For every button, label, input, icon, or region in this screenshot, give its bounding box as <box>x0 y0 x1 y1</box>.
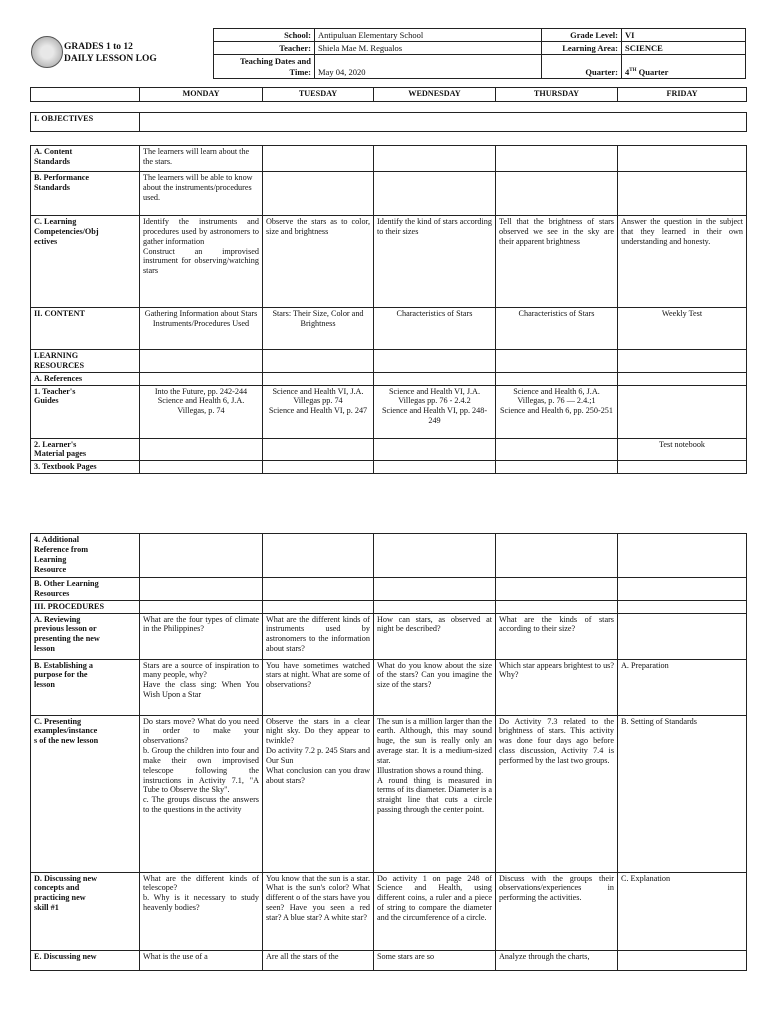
cell-thursday: Analyze through the charts, <box>496 950 618 970</box>
learning-area-value: SCIENCE <box>622 42 746 55</box>
school-value: Antipuluan Elementary School <box>315 29 542 42</box>
cell-wednesday <box>374 534 496 578</box>
cell-thursday <box>496 534 618 578</box>
cell-monday <box>140 372 263 385</box>
row-label: LEARNING RESOURCES <box>31 350 140 373</box>
cell-tuesday <box>263 146 374 172</box>
cell-friday <box>618 950 747 970</box>
cell-wednesday: How can stars, as observed at night be described? <box>374 613 496 659</box>
row-label: III. PROCEDURES <box>31 600 140 613</box>
quarter-word: Quarter <box>636 66 669 77</box>
table-row <box>31 216 747 308</box>
grade-level-value: VI <box>622 29 746 42</box>
cell-thursday: Do Activity 7.3 related to the brightness of stars. This activity was done four days ago before class discussion, Activity 7.4 is performed by the last two groups. <box>496 715 618 872</box>
cell-wednesday <box>374 438 496 461</box>
cell-tuesday: Stars: Their Size, Color and Brightness <box>263 308 374 350</box>
cell-tuesday: Observe the stars as to color, size and brightness <box>263 216 374 308</box>
cell-friday <box>618 350 747 373</box>
cell-wednesday: Do activity 1 on page 248 of Science and Health, using different coins, a ruler and a piece of string to compare the diameter and the circumference of a circle. <box>374 872 496 950</box>
row-label: II. CONTENT <box>31 308 140 350</box>
cell-tuesday <box>263 461 374 474</box>
day-header-blank <box>31 88 140 102</box>
day-header-friday: FRIDAY <box>618 88 747 102</box>
cell-wednesday: What do you know about the size of the stars? Can you imagine the size of the stars? <box>374 659 496 715</box>
form-title <box>64 42 157 66</box>
cell-tuesday: What are the different kinds of instruments used by astronomers to the information about stars? <box>263 613 374 659</box>
cell-tuesday: You know that the sun is a star. What is the sun's color? What different o of the stars have you seen? Have you seen a red star? A blue star? A white star? <box>263 872 374 950</box>
cell-tuesday <box>263 438 374 461</box>
table-row <box>31 350 747 373</box>
cell-monday: Gathering Information about Stars Instruments/Procedures Used <box>140 308 263 350</box>
row-label: B. Other Learning Resources <box>31 578 140 601</box>
row-label: 1. Teacher's Guides <box>31 385 140 438</box>
cell-friday <box>618 578 747 601</box>
cell-thursday: Science and Health 6, J.A. Villegas, p. 76 — 2.4.;1 Science and Health 6, pp. 250-251 <box>496 385 618 438</box>
table-row <box>31 308 747 350</box>
cell-friday <box>618 172 747 216</box>
objectives-table <box>30 112 747 132</box>
cell-tuesday <box>263 372 374 385</box>
cell-thursday <box>496 438 618 461</box>
cell-monday <box>140 461 263 474</box>
cell-thursday: Which star appears brightest to us? Why? <box>496 659 618 715</box>
cell-monday: The learners will learn about the the stars. <box>140 146 263 172</box>
quarter-value <box>622 55 746 78</box>
cell-thursday: Tell that the brightness of stars observed we see in the sky are their apparent brightness <box>496 216 618 308</box>
row-label: 2. Learner's Material pages <box>31 438 140 461</box>
table-row <box>31 659 747 715</box>
table-row <box>31 385 747 438</box>
cell-monday: Into the Future, pp. 242-244 Science and Health 6, J.A. Villegas, p. 74 <box>140 385 263 438</box>
cell-monday: Stars are a source of inspiration to many people, why? Have the class sing: When You Wish Upon a Star <box>140 659 263 715</box>
row-label: C. Learning Competencies/Obj ectives <box>31 216 140 308</box>
day-header-table <box>30 87 747 102</box>
cell-friday: B. Setting of Standards <box>618 715 747 872</box>
teacher-label: Teacher: <box>214 42 315 55</box>
cell-thursday: Characteristics of Stars <box>496 308 618 350</box>
cell-wednesday <box>374 600 496 613</box>
cell-friday: A. Preparation <box>618 659 747 715</box>
cell-monday <box>140 350 263 373</box>
quarter-label: Quarter: <box>542 55 622 78</box>
teaching-dates-label: Teaching Dates and Time: <box>214 55 315 78</box>
form-title-line2: DAILY LESSON LOG <box>64 53 157 64</box>
cell-wednesday <box>374 372 496 385</box>
day-header-tuesday: TUESDAY <box>263 88 374 102</box>
cell-monday <box>140 600 263 613</box>
cell-tuesday: Are all the stars of the <box>263 950 374 970</box>
day-header-monday: MONDAY <box>140 88 263 102</box>
cell-friday: Answer the question in the subject that they learned in their own understanding and honesty. <box>618 216 747 308</box>
cell-monday: What are the different kinds of telescope? b. Why is it necessary to study heavenly bodies? <box>140 872 263 950</box>
cell-thursday <box>496 350 618 373</box>
table-row <box>31 950 747 970</box>
table-row <box>31 872 747 950</box>
row-label: A. Reviewing previous lesson or presenting the new lesson <box>31 613 140 659</box>
cell-monday: What is the use of a <box>140 950 263 970</box>
cell-wednesday <box>374 578 496 601</box>
cell-wednesday: Some stars are so <box>374 950 496 970</box>
row-label: B. Performance Standards <box>31 172 140 216</box>
row-label: A. Content Standards <box>31 146 140 172</box>
row-label: D. Discussing new concepts and practicing new skill #1 <box>31 872 140 950</box>
lesson-table-page2 <box>30 533 747 971</box>
grade-level-label: Grade Level: <box>542 29 622 42</box>
school-label: School: <box>214 29 315 42</box>
cell-thursday <box>496 461 618 474</box>
row-label: B. Establishing a purpose for the lesson <box>31 659 140 715</box>
table-row <box>31 172 747 216</box>
cell-friday <box>618 613 747 659</box>
objectives-blank <box>140 113 747 132</box>
table-row <box>31 461 747 474</box>
row-label: A. References <box>31 372 140 385</box>
cell-wednesday <box>374 146 496 172</box>
cell-wednesday: The sun is a million larger than the earth. Although, this may sound huge, the sun is really only an average star. It is a medium-sized star. Illustration shows a round thing. A round thing is measured in terms of its diameter. Diameter is a straight line that cuts a circle passing through the center point. <box>374 715 496 872</box>
table-row <box>31 146 747 172</box>
header-info-table <box>213 28 746 79</box>
deped-seal-logo <box>31 36 63 68</box>
cell-friday: C. Explanation <box>618 872 747 950</box>
form-title-line1: GRADES 1 to 12 <box>64 42 133 52</box>
teacher-value: Shiela Mae M. Regualos <box>315 42 542 55</box>
cell-friday: Weekly Test <box>618 308 747 350</box>
cell-wednesday <box>374 350 496 373</box>
table-row <box>31 534 747 578</box>
cell-tuesday: You have sometimes watched stars at night. What are some of observations? <box>263 659 374 715</box>
cell-monday: The learners will be able to know about the instruments/procedures used. <box>140 172 263 216</box>
table-row <box>31 715 747 872</box>
lesson-table-page1 <box>30 145 747 474</box>
row-label: 4. Additional Reference from Learning Resource <box>31 534 140 578</box>
cell-monday <box>140 578 263 601</box>
cell-thursday: What are the kinds of stars according to their size? <box>496 613 618 659</box>
objectives-heading: I. OBJECTIVES <box>31 113 140 132</box>
day-header-thursday: THURSDAY <box>496 88 618 102</box>
table-row <box>31 438 747 461</box>
cell-tuesday: Observe the stars in a clear night sky. Do they appear to twinkle? Do activity 7.2 p. 245 Stars and Our Sun What conclusion can you draw about stars? <box>263 715 374 872</box>
cell-monday: Do stars move? What do you need in order to make your observations? b. Group the children into four and make their own improvised telescope following the instructions in Activity 7.1, "A Tube to Observe the Sky". c. The groups discuss the answers to the questions in the activity <box>140 715 263 872</box>
cell-friday <box>618 385 747 438</box>
cell-friday <box>618 372 747 385</box>
cell-thursday <box>496 372 618 385</box>
learning-area-label: Learning Area: <box>542 42 622 55</box>
cell-wednesday <box>374 172 496 216</box>
teaching-dates-value: May 04, 2020 <box>315 55 542 78</box>
table-row <box>31 600 747 613</box>
cell-wednesday: Science and Health VI, J.A. Villegas pp. 76 - 2.4.2 Science and Health VI, pp. 248-249 <box>374 385 496 438</box>
quarter-suffix: TH <box>629 67 637 73</box>
table-row <box>31 613 747 659</box>
cell-thursday <box>496 146 618 172</box>
cell-friday <box>618 146 747 172</box>
cell-monday <box>140 438 263 461</box>
cell-tuesday <box>263 350 374 373</box>
cell-monday: What are the four types of climate in the Philippines? <box>140 613 263 659</box>
cell-friday <box>618 534 747 578</box>
cell-tuesday <box>263 172 374 216</box>
cell-friday <box>618 600 747 613</box>
cell-thursday <box>496 578 618 601</box>
day-header-wednesday: WEDNESDAY <box>374 88 496 102</box>
cell-tuesday <box>263 578 374 601</box>
cell-wednesday: Identify the kind of stars according to their sizes <box>374 216 496 308</box>
cell-thursday <box>496 172 618 216</box>
cell-thursday: Discuss with the groups their observations/experiences in performing the activities. <box>496 872 618 950</box>
table-row <box>31 578 747 601</box>
cell-thursday <box>496 600 618 613</box>
cell-tuesday <box>263 600 374 613</box>
table-row <box>31 372 747 385</box>
cell-friday <box>618 461 747 474</box>
quarter-number: 4 <box>625 66 630 77</box>
cell-friday: Test notebook <box>618 438 747 461</box>
cell-wednesday: Characteristics of Stars <box>374 308 496 350</box>
cell-monday: Identify the instruments and procedures used by astronomers to gather information Construct an improvised instrument for observing/watching stars <box>140 216 263 308</box>
row-label: C. Presenting examples/instance s of the new lesson <box>31 715 140 872</box>
row-label: 3. Textbook Pages <box>31 461 140 474</box>
cell-tuesday <box>263 534 374 578</box>
cell-tuesday: Science and Health VI, J.A. Villegas pp. 74 Science and Health VI, p. 247 <box>263 385 374 438</box>
cell-monday <box>140 534 263 578</box>
cell-wednesday <box>374 461 496 474</box>
row-label: E. Discussing new <box>31 950 140 970</box>
